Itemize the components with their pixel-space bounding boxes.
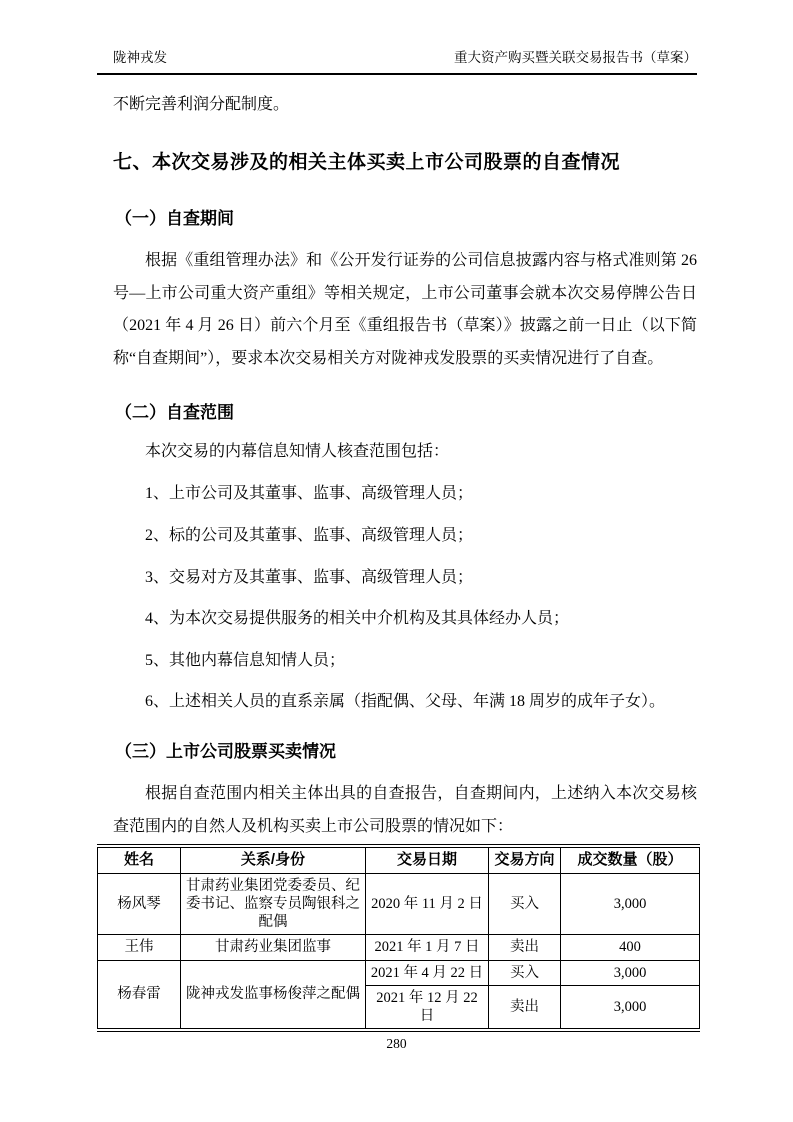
table-cell-relation: 甘肃药业集团党委委员、纪委书记、监察专员陶银科之配偶 (181, 874, 366, 935)
table-header-row (98, 846, 700, 874)
table-cell-date: 2021 年 4 月 22 日 (366, 960, 489, 985)
subsection-2-paragraph: 本次交易的内幕信息知情人核查范围包括： (145, 442, 450, 460)
subsection-2-title: （二）自查范围 (115, 402, 234, 422)
table-row (98, 874, 700, 935)
doc-header (97, 46, 697, 75)
table-cell-name: 杨春雷 (98, 960, 181, 1030)
table-header-cell-relation: 关系/身份 (181, 846, 366, 874)
header-left-text: 陇神戎发 (113, 50, 167, 65)
review-scope-item-1: 1、上市公司及其董事、监事、高级管理人员； (145, 485, 474, 503)
table-cell-date: 2020 年 11 月 2 日 (366, 874, 489, 935)
table-row (98, 935, 700, 960)
table-cell-volume: 400 (561, 935, 700, 960)
subsection-3-title: （三）上市公司股票买卖情况 (115, 741, 336, 761)
table-cell-date: 2021 年 1 月 7 日 (366, 935, 489, 960)
section-7-title: 七、本次交易涉及的相关主体买卖上市公司股票的自查情况 (113, 151, 621, 173)
table-cell-name: 杨风琴 (98, 874, 181, 935)
table-cell-direction: 卖出 (489, 935, 561, 960)
table-cell-direction: 卖出 (489, 985, 561, 1030)
review-scope-item-6: 6、上述相关人员的直系亲属（指配偶、父母、年满 18 周岁的成年子女）。 (145, 693, 666, 711)
page-number: 280 (386, 1036, 407, 1051)
table-header-cell-volume: 成交数量（股） (561, 846, 700, 874)
intro-paragraph: 不断完善利润分配制度。 (113, 96, 290, 113)
table-cell-name: 王伟 (98, 935, 181, 960)
table-cell-direction: 买入 (489, 960, 561, 985)
table-cell-relation: 甘肃药业集团监事 (181, 935, 366, 960)
table-cell-relation: 陇神戎发监事杨俊萍之配偶 (181, 960, 366, 1030)
review-scope-item-2: 2、标的公司及其董事、监事、高级管理人员； (145, 526, 474, 544)
table-row (98, 960, 700, 985)
table-cell-volume: 3,000 (561, 874, 700, 935)
review-scope-item-4: 4、为本次交易提供服务的相关中介机构及其具体经办人员； (145, 610, 570, 628)
table-cell-direction: 买入 (489, 874, 561, 935)
table-cell-date: 2021 年 12 月 22 日 (366, 985, 489, 1030)
subsection-1-title: （一）自查期间 (115, 208, 234, 228)
review-scope-item-5: 5、其他内幕信息知情人员； (145, 651, 346, 669)
table-header-cell-direction: 交易方向 (489, 846, 561, 874)
review-scope-item-3: 3、交易对方及其董事、监事、高级管理人员； (145, 568, 474, 586)
subsection-3-paragraph: 根据自查范围内相关主体出具的自查报告，自查期间内，上述纳入本次交易核查范围内的自然人及机构买卖上市公司股票的情况如下： (113, 784, 697, 835)
table-cell-volume: 3,000 (561, 985, 700, 1030)
subsection-1-paragraph: 根据《重组管理办法》和《公开发行证券的公司信息披露内容与格式准则第 26 号—上市公司重大资产重组》等相关规定，上市公司董事会就本次交易停牌公告日（2021 年 4 月 26 日）前六个月至《重组报告书（草案）》披露之前一日止（以下简称“自查期间”），要求本次交易相关方对陇神戎发股票的买卖情况进行了自查。 (113, 251, 697, 368)
table-cell-volume: 3,000 (561, 960, 700, 985)
table-header-cell-date: 交易日期 (366, 846, 489, 874)
table-header-cell-name: 姓名 (98, 846, 181, 874)
header-right-text: 重大资产购买暨关联交易报告书（草案） (454, 50, 697, 65)
stock-trading-table (97, 844, 700, 1032)
